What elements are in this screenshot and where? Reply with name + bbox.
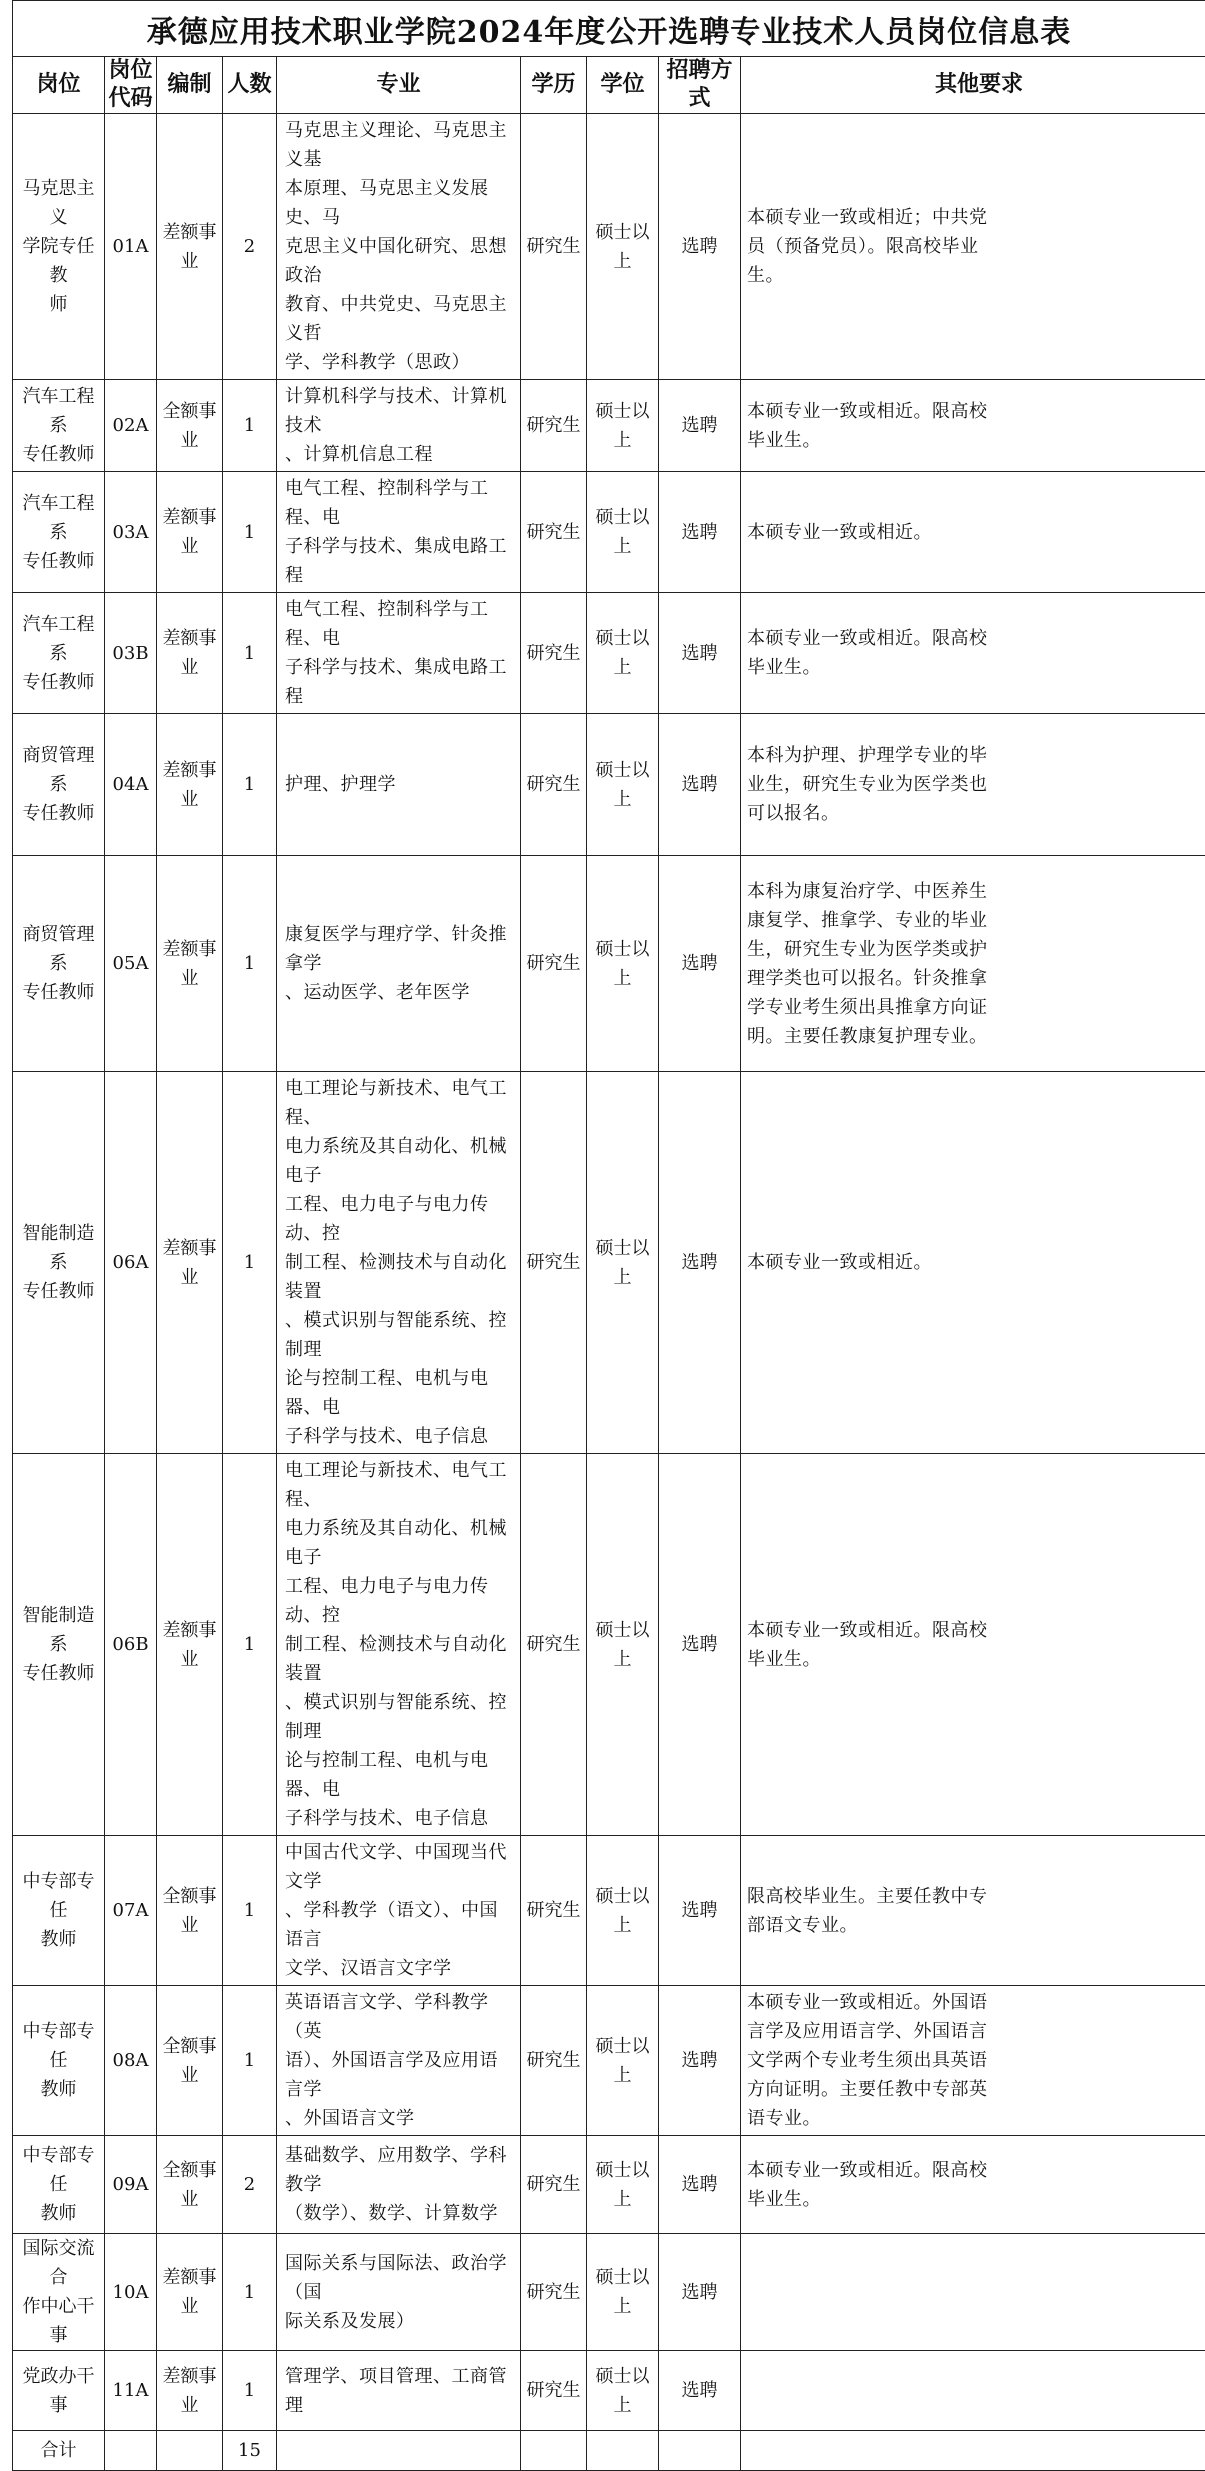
cell-staffing: 差额事业 [157,2234,223,2351]
cell-count: 1 [223,380,277,472]
header-degree: 学位 [587,57,659,114]
cell-degree: 硕士以上 [587,714,659,856]
cell-major: 基础数学、应用数学、学科教学 （数学）、数学、计算数学 [277,2136,521,2234]
cell-method: 选聘 [659,1454,741,1836]
cell-code: 06B [105,1454,157,1836]
cell-code: 07A [105,1836,157,1986]
cell-count: 1 [223,1454,277,1836]
total-empty [659,2431,741,2471]
cell-count: 1 [223,1836,277,1986]
cell-degree: 硕士以上 [587,114,659,380]
cell-degree: 硕士以上 [587,1986,659,2136]
cell-other [741,2351,1205,2431]
table-row [13,1986,1205,2136]
cell-major: 电气工程、控制科学与工程、电 子科学与技术、集成电路工程 [277,593,521,714]
cell-major: 电工理论与新技术、电气工程、 电力系统及其自动化、机械电子 工程、电力电子与电力传动、控 制工程、检测技术与自动化装置 、模式识别与智能系统、控制理 论与控制工程、电机与电器、电 子科学与技术、电子信息 [277,1072,521,1454]
total-row [13,2431,1205,2471]
cell-method: 选聘 [659,380,741,472]
cell-code: 03B [105,593,157,714]
table-row [13,2234,1205,2351]
cell-code: 09A [105,2136,157,2234]
cell-major: 护理、护理学 [277,714,521,856]
cell-staffing: 差额事业 [157,593,223,714]
cell-count: 1 [223,1072,277,1454]
header-education: 学历 [521,57,587,114]
header-method: 招聘方式 [659,57,741,114]
table-row [13,2351,1205,2431]
header-count: 人数 [223,57,277,114]
cell-method: 选聘 [659,2351,741,2431]
cell-code: 11A [105,2351,157,2431]
cell-position: 商贸管理系 专任教师 [13,856,105,1072]
table-row [13,2136,1205,2234]
cell-position: 汽车工程系 专任教师 [13,593,105,714]
cell-code: 05A [105,856,157,1072]
cell-degree: 硕士以上 [587,1072,659,1454]
cell-education: 研究生 [521,1072,587,1454]
cell-code: 08A [105,1986,157,2136]
cell-education: 研究生 [521,1454,587,1836]
table-row [13,1454,1205,1836]
table-row [13,856,1205,1072]
cell-major: 电工理论与新技术、电气工程、 电力系统及其自动化、机械电子 工程、电力电子与电力传动、控 制工程、检测技术与自动化装置 、模式识别与智能系统、控制理 论与控制工程、电机与电器、电 子科学与技术、电子信息 [277,1454,521,1836]
cell-staffing: 差额事业 [157,114,223,380]
cell-method: 选聘 [659,472,741,593]
cell-method: 选聘 [659,593,741,714]
cell-major: 电气工程、控制科学与工程、电 子科学与技术、集成电路工程 [277,472,521,593]
cell-major: 管理学、项目管理、工商管理 [277,2351,521,2431]
table-row [13,593,1205,714]
cell-degree: 硕士以上 [587,472,659,593]
cell-code: 06A [105,1072,157,1454]
cell-other: 本硕专业一致或相近；中共党 员（预备党员）。限高校毕业 生。 [741,114,1205,380]
cell-education: 研究生 [521,2351,587,2431]
cell-other: 本硕专业一致或相近。限高校 毕业生。 [741,593,1205,714]
cell-method: 选聘 [659,2136,741,2234]
cell-major: 康复医学与理疗学、针灸推拿学 、运动医学、老年医学 [277,856,521,1072]
cell-degree: 硕士以上 [587,2234,659,2351]
cell-count: 2 [223,114,277,380]
cell-code: 03A [105,472,157,593]
header-other: 其他要求 [741,57,1205,114]
cell-degree: 硕士以上 [587,856,659,1072]
cell-staffing: 差额事业 [157,2351,223,2431]
cell-major: 马克思主义理论、马克思主义基 本原理、马克思主义发展史、马 克思主义中国化研究、思想政治 教育、中共党史、马克思主义哲 学、学科教学（思政） [277,114,521,380]
total-empty [277,2431,521,2471]
cell-education: 研究生 [521,714,587,856]
table-row [13,472,1205,593]
cell-method: 选聘 [659,1986,741,2136]
cell-code: 02A [105,380,157,472]
cell-position: 商贸管理系 专任教师 [13,714,105,856]
cell-method: 选聘 [659,714,741,856]
cell-other: 限高校毕业生。主要任教中专 部语文专业。 [741,1836,1205,1986]
cell-method: 选聘 [659,856,741,1072]
cell-staffing: 全额事业 [157,1836,223,1986]
cell-degree: 硕士以上 [587,380,659,472]
page-title: 承德应用技术职业学院2024年度公开选聘专业技术人员岗位信息表 [12,0,1205,56]
cell-count: 1 [223,2234,277,2351]
cell-degree: 硕士以上 [587,2136,659,2234]
cell-major: 计算机科学与技术、计算机技术 、计算机信息工程 [277,380,521,472]
cell-method: 选聘 [659,2234,741,2351]
cell-education: 研究生 [521,593,587,714]
cell-method: 选聘 [659,114,741,380]
cell-position: 中专部专任 教师 [13,2136,105,2234]
cell-count: 1 [223,2351,277,2431]
cell-other: 本硕专业一致或相近。外国语 言学及应用语言学、外国语言 文学两个专业考生须出具英语 方向证明。主要任教中专部英 语专业。 [741,1986,1205,2136]
job-info-sheet [12,0,1205,1990]
cell-staffing: 全额事业 [157,380,223,472]
total-empty [105,2431,157,2471]
cell-major: 中国古代文学、中国现当代文学 、学科教学（语文）、中国语言 文学、汉语言文字学 [277,1836,521,1986]
table-row [13,380,1205,472]
table-row [13,1836,1205,1986]
cell-education: 研究生 [521,1836,587,1986]
cell-degree: 硕士以上 [587,1836,659,1986]
cell-method: 选聘 [659,1072,741,1454]
table-header-row [13,57,1205,114]
header-major: 专业 [277,57,521,114]
total-empty [521,2431,587,2471]
cell-position: 中专部专任 教师 [13,1836,105,1986]
cell-other: 本硕专业一致或相近。限高校 毕业生。 [741,380,1205,472]
cell-staffing: 差额事业 [157,856,223,1072]
table-row [13,714,1205,856]
cell-other [741,2234,1205,2351]
cell-other: 本科为护理、护理学专业的毕 业生，研究生专业为医学类也 可以报名。 [741,714,1205,856]
cell-degree: 硕士以上 [587,593,659,714]
total-label: 合计 [13,2431,105,2471]
header-code: 岗位 代码 [105,57,157,114]
cell-education: 研究生 [521,114,587,380]
cell-position: 马克思主义 学院专任教 师 [13,114,105,380]
cell-staffing: 差额事业 [157,472,223,593]
cell-other: 本硕专业一致或相近。限高校 毕业生。 [741,2136,1205,2234]
cell-staffing: 差额事业 [157,1072,223,1454]
cell-other: 本硕专业一致或相近。限高校 毕业生。 [741,1454,1205,1836]
cell-degree: 硕士以上 [587,1454,659,1836]
cell-count: 1 [223,1986,277,2136]
cell-staffing: 差额事业 [157,1454,223,1836]
cell-education: 研究生 [521,2234,587,2351]
cell-education: 研究生 [521,1986,587,2136]
cell-code: 10A [105,2234,157,2351]
cell-major: 国际关系与国际法、政治学（国 际关系及发展） [277,2234,521,2351]
table-row [13,1072,1205,1454]
cell-staffing: 全额事业 [157,2136,223,2234]
total-empty [157,2431,223,2471]
header-staffing: 编制 [157,57,223,114]
cell-code: 04A [105,714,157,856]
cell-position: 党政办干事 [13,2351,105,2431]
cell-position: 汽车工程系 专任教师 [13,472,105,593]
cell-staffing: 差额事业 [157,714,223,856]
cell-other: 本硕专业一致或相近。 [741,1072,1205,1454]
cell-position: 汽车工程系 专任教师 [13,380,105,472]
cell-count: 2 [223,2136,277,2234]
table-row [13,114,1205,380]
total-count: 15 [223,2431,277,2471]
cell-code: 01A [105,114,157,380]
cell-staffing: 全额事业 [157,1986,223,2136]
cell-other: 本硕专业一致或相近。 [741,472,1205,593]
cell-count: 1 [223,472,277,593]
positions-table [12,56,1205,2471]
cell-position: 国际交流合 作中心干事 [13,2234,105,2351]
cell-method: 选聘 [659,1836,741,1986]
total-empty [587,2431,659,2471]
cell-major: 英语语言文学、学科教学（英 语）、外国语言学及应用语言学 、外国语言文学 [277,1986,521,2136]
cell-count: 1 [223,856,277,1072]
cell-education: 研究生 [521,472,587,593]
cell-degree: 硕士以上 [587,2351,659,2431]
cell-education: 研究生 [521,2136,587,2234]
cell-position: 智能制造系 专任教师 [13,1072,105,1454]
cell-position: 智能制造系 专任教师 [13,1454,105,1836]
cell-education: 研究生 [521,380,587,472]
cell-position: 中专部专任 教师 [13,1986,105,2136]
cell-other: 本科为康复治疗学、中医养生 康复学、推拿学、专业的毕业 生，研究生专业为医学类或护 理学类也可以报名。针灸推拿 学专业考生须出具推拿方向证 明。主要任教康复护理专业。 [741,856,1205,1072]
cell-count: 1 [223,714,277,856]
cell-education: 研究生 [521,856,587,1072]
total-empty [741,2431,1205,2471]
cell-count: 1 [223,593,277,714]
header-position: 岗位 [13,57,105,114]
